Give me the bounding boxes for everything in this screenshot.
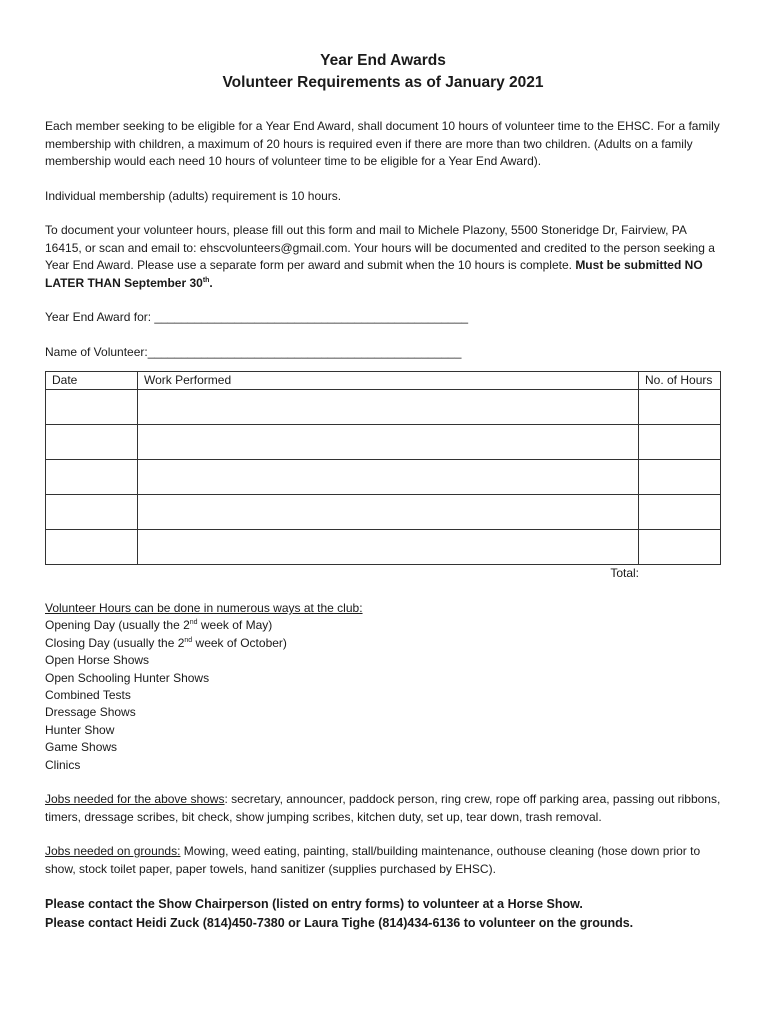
list-item: Clinics [45,757,81,772]
list-item: Open Schooling Hunter Shows [45,670,210,685]
date-cell[interactable] [46,460,138,495]
list-item: Opening Day (usually the 2nd week of May) [45,618,273,633]
contact-grounds: Please contact Heidi Zuck (814)450-7380 or Laura Tighe (814)434-6136 to volunteer on the grounds. [45,916,634,931]
list-item: Combined Tests [45,688,131,703]
date-cell[interactable] [46,390,138,425]
work-cell[interactable] [138,425,639,460]
list-item: Dressage Shows [45,705,136,720]
show-jobs-label: Jobs needed for the above shows [45,792,225,807]
table-row [46,425,721,460]
ways-heading: Volunteer Hours can be done in numerous ways at the club: [45,601,363,615]
work-cell[interactable] [138,460,639,495]
hours-cell[interactable] [639,495,721,530]
page-title: Year End Awards [320,52,446,69]
contact-block [45,895,721,933]
instructions-text: To document your volunteer hours, please fill out this form and mail to Michele Plazony, 5500 Stoneridge Dr, Fairview, PA 16415, or scan and email to: ehscvolunteers@gmail.com. Your hours will be documented and credited to the person seeking a Year End Award. Please use a separate form per award and submit when the 10 hours is complete. [45,223,715,272]
show-jobs-text: : secretary, announcer, paddock person, ring crew, rope off parking area, passing out ribbons, timers, dressage scribes, bit check, show jumping scribes, kitchen duty, set up, tear down, trash removal. [45,792,721,824]
work-cell[interactable] [138,530,639,565]
hours-cell[interactable] [639,390,721,425]
grounds-jobs-label: Jobs needed on grounds: [45,844,181,859]
table-row [46,495,721,530]
deadline-end: . [209,275,213,290]
contact-show-chair: Please contact the Show Chairperson (listed on entry forms) to volunteer at a Horse Show. [45,897,583,912]
list-item: Game Shows [45,740,118,755]
header-date: Date [46,372,138,390]
table-row [46,530,721,565]
volunteer-ways-list [45,600,721,774]
grounds-jobs-text: Mowing, weed eating, painting, stall/building maintenance, outhouse cleaning (hose down prior to show, stock toilet paper, paper towels, hand sanitizer (supplies purchased by EHSC). [45,844,701,876]
hours-cell[interactable] [639,530,721,565]
individual-paragraph: Individual membership (adults) requirement is 10 hours. [45,188,342,203]
table-row [46,460,721,495]
list-item: Closing Day (usually the 2nd week of October) [45,635,287,650]
eligibility-paragraph: Each member seeking to be eligible for a Year End Award, shall document 10 hours of volunteer time to the EHSC. For a family membership with children, a maximum of 20 hours is required even if there are more than two children. (Adults on a family membership would each need 10 hours of volunteer time to be eligible for a Year End Award). [45,119,720,168]
title-block [45,50,721,94]
hours-cell[interactable] [639,425,721,460]
grounds-jobs-paragraph [45,843,721,878]
work-cell[interactable] [138,390,639,425]
document-page [45,50,721,933]
award-for-field[interactable]: Year End Award for: _______________________________________________ [45,310,469,324]
table-row [46,390,721,425]
instructions-paragraph [45,222,721,292]
show-jobs-paragraph [45,791,721,826]
deadline-sup: th [202,276,210,284]
header-work: Work Performed [138,372,639,390]
hours-cell[interactable] [639,460,721,495]
header-hours: No. of Hours [639,372,721,390]
page-subtitle: Volunteer Requirements as of January 2021 [222,74,544,91]
list-item: Open Horse Shows [45,653,150,668]
deadline-main: Must be submitted NO LATER THAN September 30 [45,258,703,290]
table-header-row [46,372,721,390]
list-item: Hunter Show [45,722,115,737]
work-cell[interactable] [138,495,639,530]
volunteer-name-field[interactable]: Name of Volunteer:_______________________________________________ [45,344,462,359]
date-cell[interactable] [46,425,138,460]
hours-log-table [45,371,721,565]
total-label: Total: [610,566,639,580]
date-cell[interactable] [46,495,138,530]
date-cell[interactable] [46,530,138,565]
